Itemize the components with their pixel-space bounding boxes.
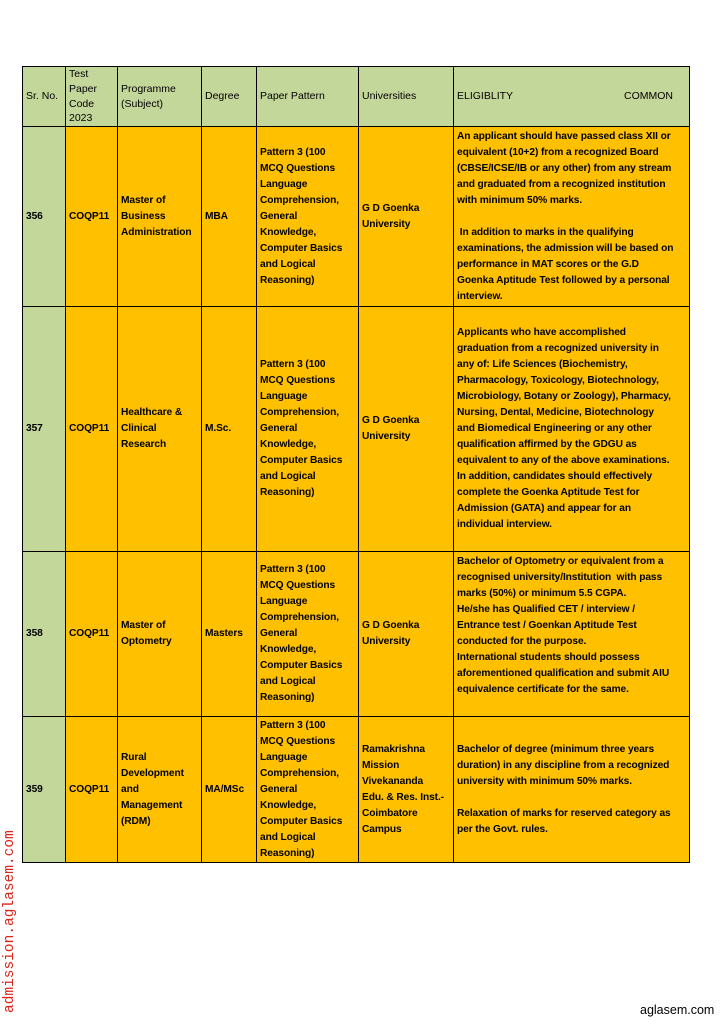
text-line: Computer Basics bbox=[260, 242, 343, 254]
text-line: General bbox=[260, 783, 298, 795]
text-line: and Logical bbox=[260, 831, 316, 843]
text-line: recognised university/Institution with pass bbox=[457, 572, 663, 583]
text-line: Reasoning) bbox=[260, 692, 315, 703]
text-line: Paper bbox=[69, 82, 98, 95]
text-line: equivalent (10+2) from a recognized Board bbox=[457, 146, 659, 158]
text-line: Programme bbox=[121, 82, 176, 95]
text-line: Pattern 3 (100 bbox=[260, 564, 326, 575]
cell-paper-pattern bbox=[257, 552, 359, 717]
text-line: Pattern 3 (100 bbox=[260, 359, 326, 370]
text-line: Knowledge, bbox=[260, 644, 317, 655]
text-line: Entrance test / Goenkan Aptitude Test bbox=[457, 620, 637, 631]
text-line: Reasoning) bbox=[260, 487, 315, 498]
text-line: Comprehension, bbox=[260, 194, 339, 206]
cell-university bbox=[359, 127, 454, 307]
text-line: Optometry bbox=[121, 636, 172, 647]
text-line: General bbox=[260, 423, 298, 434]
text-line: Comprehension, bbox=[260, 612, 339, 623]
text-line: Microbiology, Botany or Zoology), Pharmacy, bbox=[457, 391, 671, 402]
text-line: 2023 bbox=[69, 112, 93, 125]
text-line: Comprehension, bbox=[260, 407, 339, 418]
text-line: Rural bbox=[121, 751, 147, 763]
text-line: MCQ Questions bbox=[260, 735, 336, 747]
text-line: G D Goenka bbox=[362, 415, 420, 426]
text-line: Language bbox=[260, 391, 308, 402]
text-line: Knowledge, bbox=[260, 799, 317, 811]
text-line: Language bbox=[260, 751, 308, 763]
text-line: individual interview. bbox=[457, 519, 552, 530]
text-line: Healthcare & bbox=[121, 407, 183, 418]
eligibility-paragraph bbox=[457, 225, 688, 305]
text-line: (Subject) bbox=[121, 97, 164, 110]
text-line: and Logical bbox=[260, 471, 316, 482]
text-line: duration) in any discipline from a recognized bbox=[457, 759, 670, 771]
text-line: In addition, candidates should effectively bbox=[457, 471, 653, 482]
text-line: Business bbox=[121, 210, 166, 222]
cell-paper-pattern bbox=[257, 307, 359, 552]
cell-degree: M.Sc. bbox=[202, 307, 257, 552]
table-row bbox=[23, 717, 690, 863]
text-line: Pattern 3 (100 bbox=[260, 719, 326, 731]
cell-paper-pattern bbox=[257, 717, 359, 863]
text-line: MCQ Questions bbox=[260, 162, 336, 174]
text-line: Knowledge, bbox=[260, 226, 317, 238]
text-line: Pattern 3 (100 bbox=[260, 146, 326, 158]
cell-sr-no: 359 bbox=[23, 717, 66, 863]
eligibility-header-content bbox=[457, 89, 688, 104]
text-line: Knowledge, bbox=[260, 439, 317, 450]
text-line: Reasoning) bbox=[260, 274, 315, 286]
text-line: (RDM) bbox=[121, 815, 151, 827]
text-line: University bbox=[362, 218, 411, 230]
text-line: In addition to marks in the qualifying bbox=[457, 226, 634, 238]
text-line: and Logical bbox=[260, 258, 316, 270]
text-line: Comprehension, bbox=[260, 767, 339, 779]
text-line: university with minimum 50% marks. bbox=[457, 775, 632, 787]
eligibility-paragraph bbox=[457, 806, 688, 838]
text-line: Reasoning) bbox=[260, 847, 315, 859]
table-row bbox=[23, 127, 690, 307]
header-eligibility bbox=[454, 67, 690, 127]
cell-university bbox=[359, 307, 454, 552]
cell-university bbox=[359, 717, 454, 863]
text-line: Computer Basics bbox=[260, 660, 343, 671]
text-line: Mission bbox=[362, 759, 400, 771]
text-line: Relaxation of marks for reserved category as bbox=[457, 807, 671, 819]
text-line: Campus bbox=[362, 823, 402, 835]
cell-paper-pattern bbox=[257, 127, 359, 307]
text-line: conducted for the purpose. bbox=[457, 636, 587, 647]
cell-test-paper-code: COQP11 bbox=[66, 552, 118, 717]
eligibility-label: ELIGIBLITY bbox=[457, 90, 514, 103]
text-line: General bbox=[260, 628, 298, 639]
text-line: University bbox=[362, 636, 411, 647]
text-line: Nursing, Dental, Medicine, Biotechnology bbox=[457, 407, 654, 418]
text-line: Test bbox=[69, 68, 89, 81]
text-line: any of: Life Sciences (Biochemistry, bbox=[457, 359, 628, 370]
cell-university bbox=[359, 552, 454, 717]
cell-degree: MA/MSc bbox=[202, 717, 257, 863]
text-line: Ramakrishna bbox=[362, 743, 425, 755]
text-line: Vivekananda bbox=[362, 775, 424, 787]
text-line: Goenka Aptitude Test followed by a personal bbox=[457, 274, 670, 286]
text-line: and Biomedical Engineering or any other bbox=[457, 423, 652, 434]
eligibility-paragraph bbox=[457, 742, 688, 790]
text-line: equivalence certificate for the same. bbox=[457, 684, 629, 695]
watermark-text: admission.aglasem.com bbox=[2, 830, 18, 1013]
eligibility-paragraph bbox=[457, 650, 688, 698]
cell-programme bbox=[118, 552, 202, 717]
header-paper-pattern: Paper Pattern bbox=[257, 67, 359, 127]
text-line: Pharmacology, Toxicology, Biotechnology, bbox=[457, 375, 659, 386]
text-line: Edu. & Res. Inst.- bbox=[362, 791, 444, 803]
text-line: G D Goenka bbox=[362, 202, 420, 214]
text-line: Clinical bbox=[121, 423, 157, 434]
cell-test-paper-code: COQP11 bbox=[66, 717, 118, 863]
footer-brand: aglasem.com bbox=[640, 1003, 715, 1017]
cell-eligibility bbox=[454, 127, 690, 307]
table-row bbox=[23, 307, 690, 552]
eligibility-common-label: COMMON bbox=[624, 90, 673, 103]
text-line: Computer Basics bbox=[260, 455, 343, 466]
text-line: aforementioned qualification and submit AIU bbox=[457, 668, 670, 679]
header-programme bbox=[118, 67, 202, 127]
text-line: (CBSE/ICSE/IB or any other) from any stream bbox=[457, 162, 672, 174]
text-line: He/she has Qualified CET / interview / bbox=[457, 604, 635, 615]
cell-eligibility bbox=[454, 307, 690, 552]
text-line: equivalent to any of the above examinations. bbox=[457, 455, 670, 466]
eligibility-paragraph bbox=[457, 129, 688, 209]
text-line: An applicant should have passed class XII or bbox=[457, 130, 671, 142]
text-line: General bbox=[260, 210, 298, 222]
text-line: Bachelor of Optometry or equivalent from a bbox=[457, 556, 664, 567]
cell-sr-no: 357 bbox=[23, 307, 66, 552]
text-line: Code bbox=[69, 97, 95, 110]
text-line: graduation from a recognized university in bbox=[457, 343, 659, 354]
eligibility-table bbox=[22, 66, 690, 863]
text-line: Administration bbox=[121, 226, 192, 238]
cell-degree: Masters bbox=[202, 552, 257, 717]
text-line: interview. bbox=[457, 290, 503, 302]
text-line: Language bbox=[260, 596, 308, 607]
cell-programme bbox=[118, 717, 202, 863]
text-line: marks (50%) or minimum 5.5 CGPA. bbox=[457, 588, 627, 599]
header-sr-no: Sr. No. bbox=[23, 67, 66, 127]
text-line: Bachelor of degree (minimum three years bbox=[457, 743, 655, 755]
text-line: performance in MAT scores or the G.D bbox=[457, 258, 639, 270]
text-line: with minimum 50% marks. bbox=[457, 194, 583, 206]
cell-programme bbox=[118, 307, 202, 552]
cell-test-paper-code: COQP11 bbox=[66, 307, 118, 552]
table-row bbox=[23, 552, 690, 717]
cell-test-paper-code: COQP11 bbox=[66, 127, 118, 307]
text-line: Master of bbox=[121, 620, 166, 631]
cell-sr-no: 356 bbox=[23, 127, 66, 307]
cell-degree: MBA bbox=[202, 127, 257, 307]
header-degree: Degree bbox=[202, 67, 257, 127]
eligibility-paragraph bbox=[457, 554, 688, 602]
cell-sr-no: 358 bbox=[23, 552, 66, 717]
cell-eligibility bbox=[454, 717, 690, 863]
text-line: Coimbatore bbox=[362, 807, 418, 819]
text-line: MCQ Questions bbox=[260, 375, 336, 386]
text-line: per the Govt. rules. bbox=[457, 823, 548, 835]
cell-programme bbox=[118, 127, 202, 307]
text-line: and bbox=[121, 783, 139, 795]
text-line: University bbox=[362, 431, 411, 442]
text-line: Development bbox=[121, 767, 184, 779]
eligibility-paragraph bbox=[457, 602, 688, 650]
text-line: Master of bbox=[121, 194, 166, 206]
text-line: Research bbox=[121, 439, 167, 450]
text-line: Admission (GATA) and appear for an bbox=[457, 503, 631, 514]
cell-eligibility bbox=[454, 552, 690, 717]
text-line: examinations, the admission will be based on bbox=[457, 242, 674, 254]
text-line: Computer Basics bbox=[260, 815, 343, 827]
header-test-paper-code bbox=[66, 67, 118, 127]
header-universities: Universities bbox=[359, 67, 454, 127]
eligibility-paragraph bbox=[457, 325, 688, 533]
text-line: G D Goenka bbox=[362, 620, 420, 631]
text-line: MCQ Questions bbox=[260, 580, 336, 591]
text-line: International students should possess bbox=[457, 652, 640, 663]
text-line: Applicants who have accomplished bbox=[457, 327, 626, 338]
text-line: and Logical bbox=[260, 676, 316, 687]
text-line: and graduated from a recognized institution bbox=[457, 178, 666, 190]
text-line: Language bbox=[260, 178, 308, 190]
text-line: Management bbox=[121, 799, 183, 811]
text-line: complete the Goenka Aptitude Test for bbox=[457, 487, 640, 498]
header-row bbox=[23, 67, 690, 127]
text-line: qualification affirmed by the GDGU as bbox=[457, 439, 637, 450]
